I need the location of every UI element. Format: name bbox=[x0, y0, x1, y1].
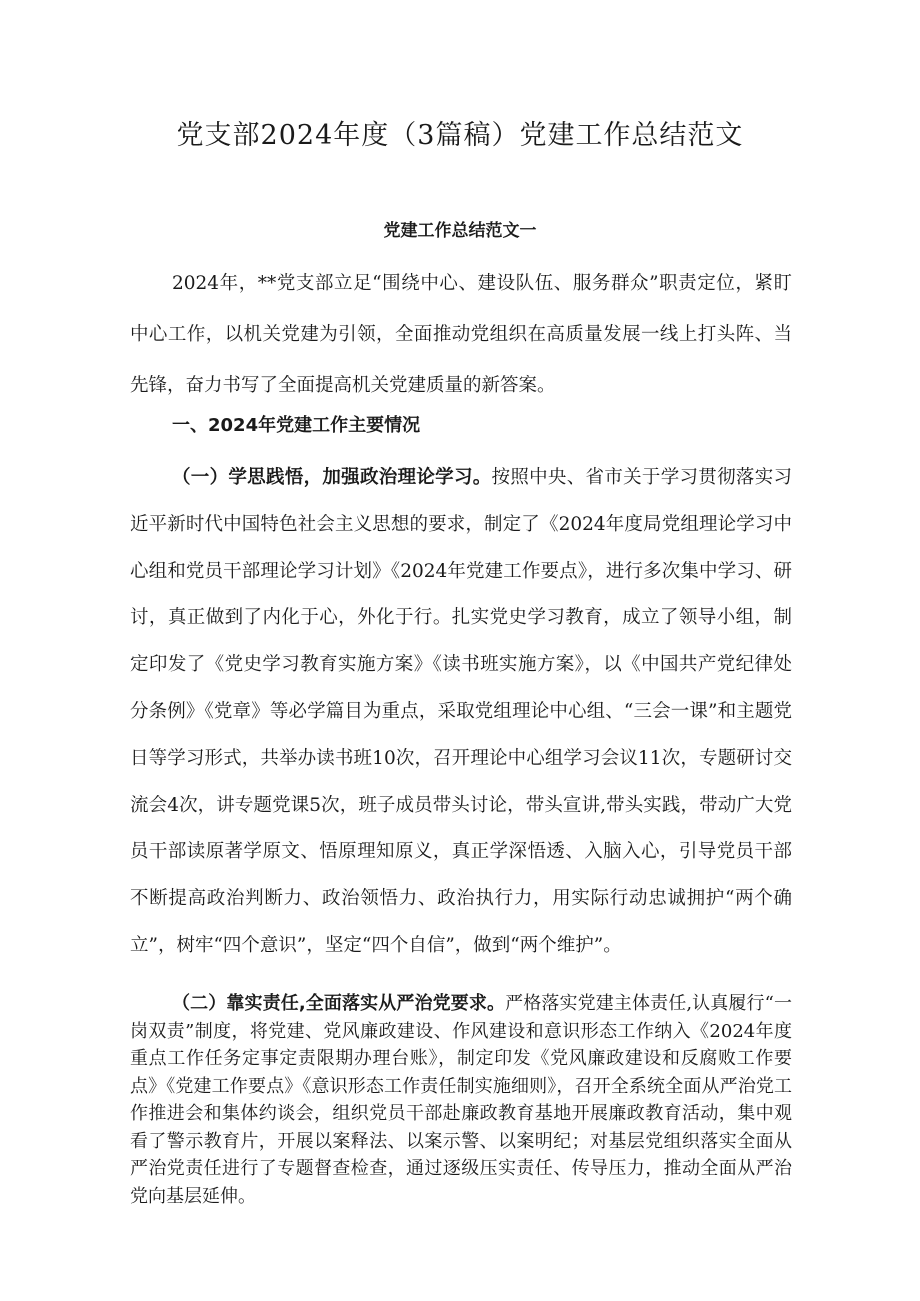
document-title: 党支部2024年度（3篇稿）党建工作总结范文 bbox=[176, 120, 744, 151]
paragraph-body: 严格落实党建主体责任,认真履行“一岗双责”制度，将党建、党风廉政建设、作风建设和意识形态工作纳入《2024年度重点工作任务定事定责限期办理台账》，制定印发《党风廉政建设和反腐败工作要点》《党建工作要点》《意识形态工作责任制实施细则》，召开全系统全面从严治党工作推进会和集体约谈会，组织党员干部赴廉政教育基地开展廉政教育活动，集中观看了警示教育片，开展以案释法、以案示警、以案明纪；对基层党组织落实全面从严治党责任进行了专题督查检查，通过逐级压实责任、传导压力，推动全面从严治党向基层延伸。 bbox=[130, 993, 792, 1207]
paragraph-political-study bbox=[130, 455, 792, 970]
paragraph-body: 按照中央、省市关于学习贯彻落实习近平新时代中国特色社会主义思想的要求，制定了《2024年度局党组理论学习中心组和党员干部理论学习计划》《2024年党建工作要点》，进行多次集中学习、研讨，真正做到了内化于心，外化于行。扎实党史学习教育，成立了领导小组，制定印发了《党史学习教育实施方案》《读书班实施方案》，以《中国共产党纪律处分条例》《党章》等必学篇目为重点，采取党组理论中心组、“三会一课”和主题党日等学习形式，共举办读书班10次，召开理论中心组学习会议11次，专题研讨交流会4次，讲专题党课5次，班子成员带头讨论，带头宣讲,带头实践，带动广大党员干部读原著学原文、悟原理知原义，真正学深悟透、入脑入心，引导党员干部不断提高政治判断力、政治领悟力、政治执行力，用实际行动忠诚拥护“两个确立”，树牢“四个意识”，坚定“四个自信”，做到“两个维护”。 bbox=[130, 467, 792, 956]
paragraph-lead: （二）靠实责任,全面落实从严治党要求。 bbox=[172, 993, 506, 1014]
intro-paragraph: 2024年，**党支部立足“围绕中心、建设队伍、服务群众”职责定位，紧盯中心工作，以机关党建为引领，全面推动党组织在高质量发展一线上打头阵、当先锋，奋力书写了全面提高机关党建质量的新答案。 bbox=[130, 273, 792, 396]
heading-main-situation: 一、2024年党建工作主要情况 bbox=[172, 415, 421, 436]
paragraph-lead: （一）学思践悟，加强政治理论学习。 bbox=[172, 467, 492, 488]
paragraph-strict-governance bbox=[130, 990, 792, 1210]
section-title: 党建工作总结范文一 bbox=[383, 221, 537, 241]
